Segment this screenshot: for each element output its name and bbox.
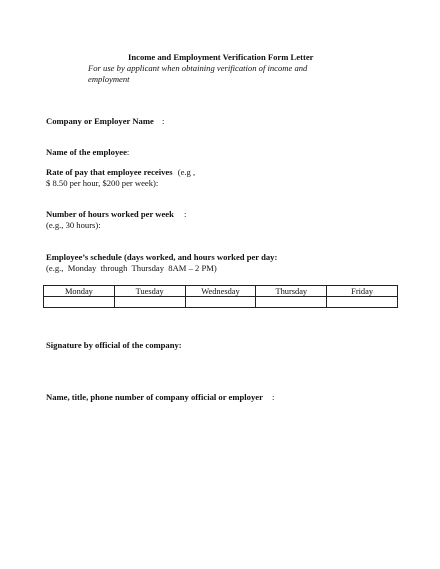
schedule-table	[43, 285, 398, 308]
day-header-friday: Friday	[327, 286, 398, 297]
tuesday-entry-cell[interactable]	[114, 297, 185, 308]
day-header-thursday: Thursday	[256, 286, 327, 297]
company-name-colon: :	[161, 116, 165, 126]
hours-per-week-label: Number of hours worked per week	[46, 209, 174, 219]
company-official-colon: :	[272, 392, 275, 402]
schedule-hint: (e.g., Monday through Thursday 8AM – 2 PM)	[46, 262, 217, 273]
hours-per-week-field	[46, 209, 186, 230]
friday-entry-cell[interactable]	[327, 297, 398, 308]
day-header-monday: Monday	[44, 286, 115, 297]
employee-name-label: Name of the employee	[46, 147, 127, 157]
company-name-field	[46, 116, 164, 127]
day-header-tuesday: Tuesday	[114, 286, 185, 297]
signature-field	[46, 340, 182, 351]
document-subtitle: For use by applicant when obtaining verification of income and employment	[88, 63, 308, 84]
schedule-label: Employee’s schedule (days worked, and hours worked per day:	[46, 252, 278, 262]
employee-name-colon: :	[126, 147, 130, 157]
company-name-label: Company or Employer Name	[46, 116, 154, 126]
document-title: Income and Employment Verification Form Letter	[128, 52, 314, 62]
schedule-entry-row	[44, 297, 398, 308]
employee-name-field	[46, 147, 129, 158]
company-official-field	[46, 392, 274, 403]
day-header-wednesday: Wednesday	[185, 286, 256, 297]
hours-per-week-colon: :	[184, 209, 187, 219]
rate-of-pay-hint-2: $ 8.50 per hour, $200 per week):	[46, 177, 159, 188]
signature-label: Signature by official of the company:	[46, 340, 182, 350]
rate-of-pay-hint-1: (e.g ,	[177, 167, 196, 177]
company-official-label: Name, title, phone number of company official or employer	[46, 392, 263, 402]
thursday-entry-cell[interactable]	[256, 297, 327, 308]
schedule-header-row	[44, 286, 398, 297]
wednesday-entry-cell[interactable]	[185, 297, 256, 308]
monday-entry-cell[interactable]	[44, 297, 115, 308]
schedule-field	[46, 252, 277, 273]
hours-per-week-hint: (e.g., 30 hours):	[46, 219, 101, 230]
rate-of-pay-field	[46, 167, 195, 188]
rate-of-pay-label: Rate of pay that employee receives	[46, 167, 173, 177]
